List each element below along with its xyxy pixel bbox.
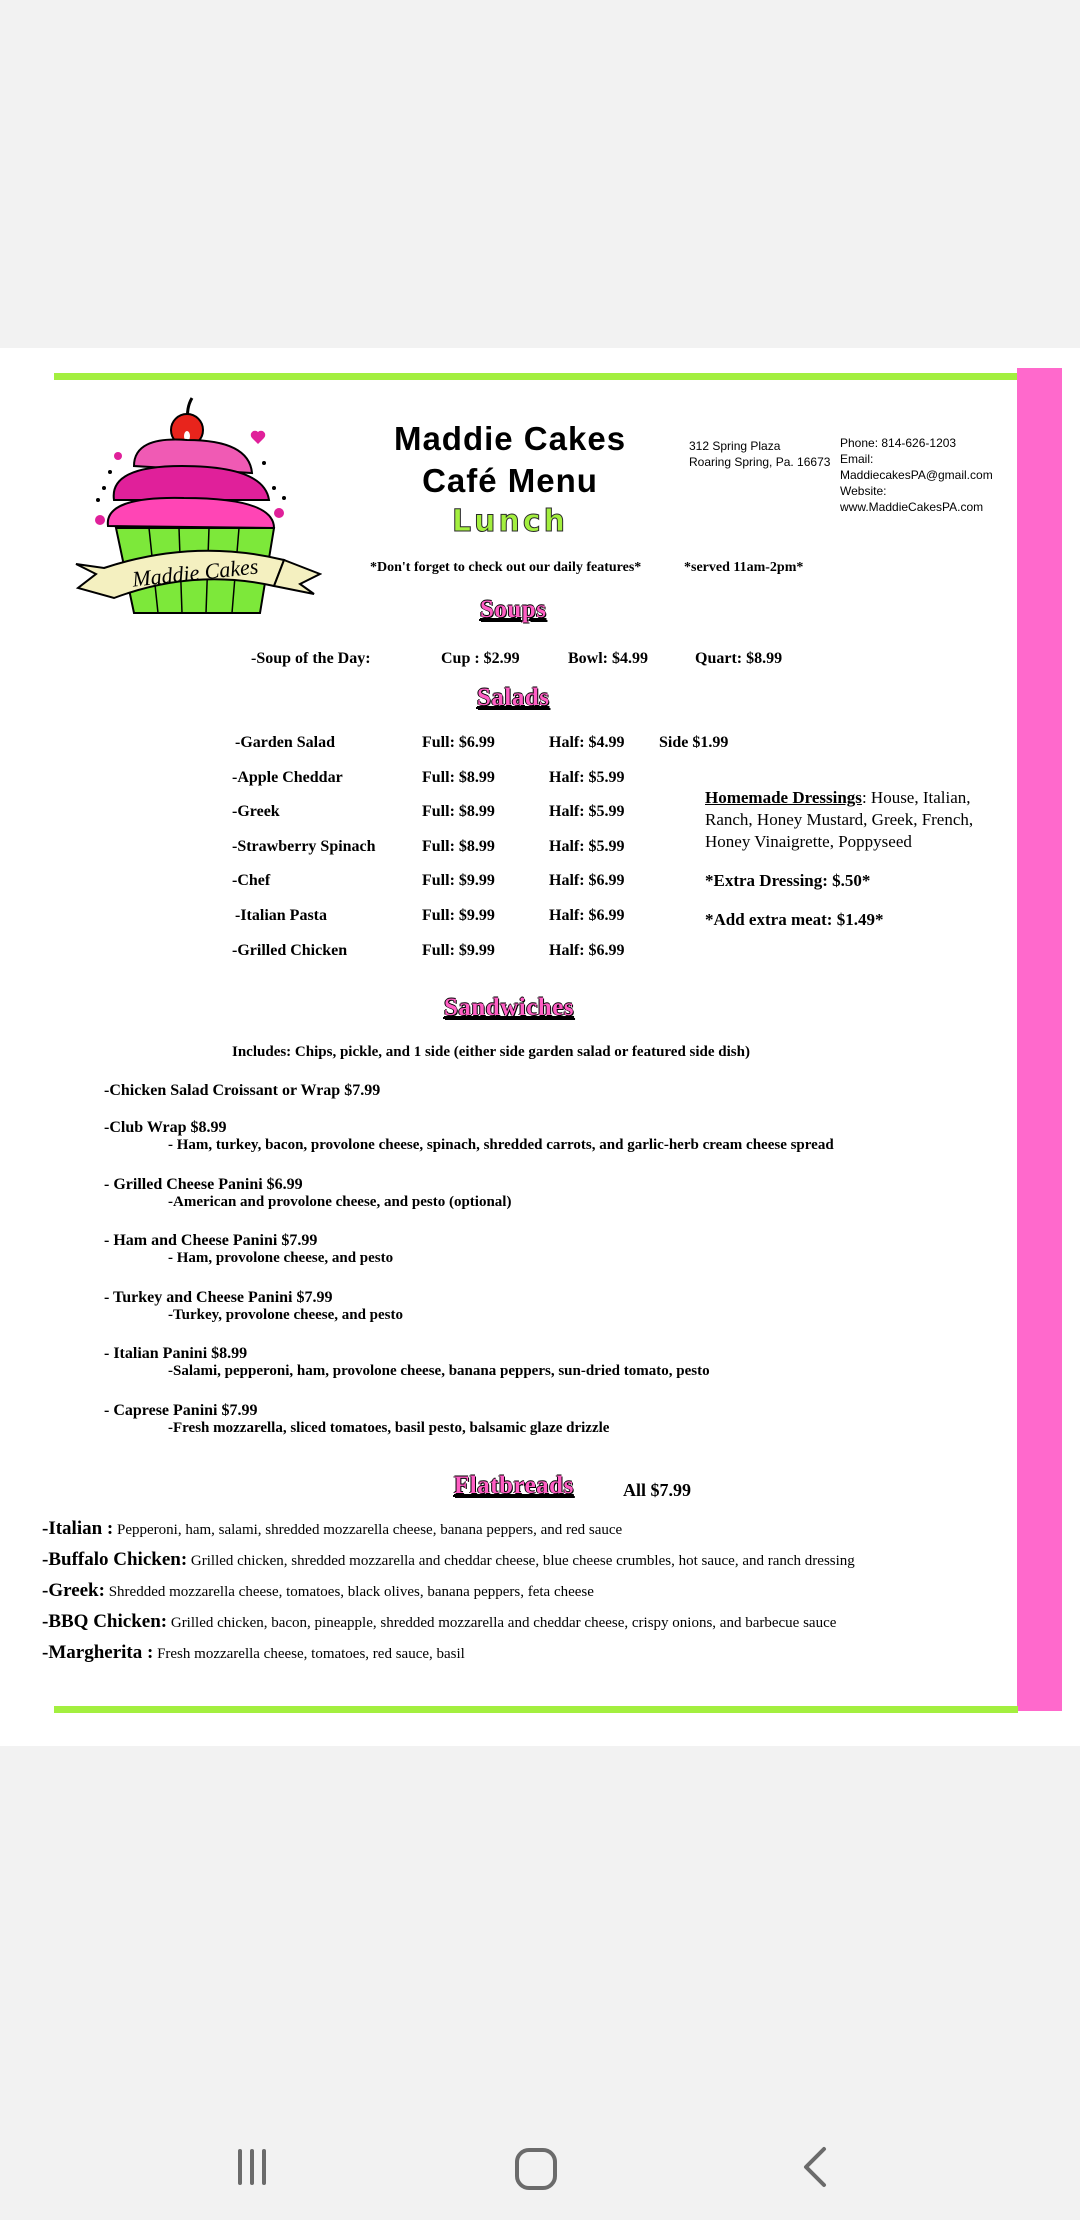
salad-name: -Garden Salad bbox=[235, 734, 336, 751]
flatbread-description: Grilled chicken, shredded mozzarella and cheddar cheese, blue cheese crumbles, hot sauce, and ranch dressing bbox=[190, 1553, 855, 1569]
sandwiches-heading: Sandwiches bbox=[444, 994, 575, 1021]
salad-half-price: Half: $6.99 bbox=[549, 872, 625, 889]
address-line-1: 312 Spring Plaza bbox=[689, 439, 781, 453]
soup-cup-price: Cup : $2.99 bbox=[441, 650, 520, 667]
sandwich-description: - Ham, turkey, bacon, provolone cheese, spinach, shredded carrots, and garlic-herb cream cheese spread bbox=[168, 1137, 834, 1153]
salad-half-price: Half: $6.99 bbox=[549, 942, 625, 959]
salad-name: -Apple Cheddar bbox=[232, 769, 343, 786]
flatbread-item bbox=[42, 1580, 594, 1602]
dressings-list: : House, Italian, Ranch, Honey Mustard, Greek, French, Honey Vinaigrette, Poppyseed bbox=[705, 788, 974, 851]
soup-name: -Soup of the Day: bbox=[251, 650, 371, 667]
dressings-label: Homemade Dressings bbox=[705, 788, 862, 807]
flatbread-description: Grilled chicken, bacon, pineapple, shredded mozzarella and cheddar cheese, crispy onions, and barbecue sauce bbox=[170, 1615, 837, 1631]
salad-full-price: Full: $6.99 bbox=[422, 734, 495, 751]
cupcake-logo bbox=[74, 388, 322, 628]
salad-half-price: Half: $5.99 bbox=[549, 769, 625, 786]
right-pink-border bbox=[1017, 368, 1062, 1711]
sandwich-title: - Turkey and Cheese Panini $7.99 bbox=[104, 1289, 333, 1306]
salad-half-price: Half: $5.99 bbox=[549, 838, 625, 855]
sandwich-title: -Club Wrap $8.99 bbox=[104, 1119, 227, 1136]
soup-quart-price: Quart: $8.99 bbox=[695, 650, 783, 667]
sandwiches-includes: Includes: Chips, pickle, and 1 side (either side garden salad or featured side dish) bbox=[232, 1044, 750, 1060]
flatbread-item bbox=[42, 1518, 622, 1540]
salad-half-price: Half: $5.99 bbox=[549, 803, 625, 820]
sandwich-title: -Chicken Salad Croissant or Wrap $7.99 bbox=[104, 1082, 381, 1099]
address-block bbox=[689, 438, 830, 470]
svg-text:Maddie Cakes: Maddie Cakes bbox=[131, 553, 260, 592]
salad-name: -Italian Pasta bbox=[235, 907, 327, 924]
back-icon bbox=[798, 2145, 832, 2189]
salad-side-price: Side $1.99 bbox=[659, 734, 729, 751]
extra-dressing-note: *Extra Dressing: $.50* bbox=[705, 871, 871, 890]
salad-name: -Greek bbox=[232, 803, 280, 820]
contact-block bbox=[840, 435, 993, 515]
salad-half-price: Half: $6.99 bbox=[549, 907, 625, 924]
bottom-green-border bbox=[54, 1706, 1018, 1713]
title-line-1: Maddie Cakes bbox=[393, 420, 627, 457]
phone-text: Phone: 814-626-1203 bbox=[840, 436, 957, 450]
sandwich-title: - Italian Panini $8.99 bbox=[104, 1345, 248, 1362]
sandwich-description: -Turkey, provolone cheese, and pesto bbox=[168, 1307, 404, 1323]
flatbreads-heading: Flatbreads bbox=[454, 1472, 574, 1499]
salad-half-price: Half: $4.99 bbox=[549, 734, 625, 751]
salad-name: -Strawberry Spinach bbox=[232, 838, 376, 855]
sandwich-description: -Fresh mozzarella, sliced tomatoes, basil pesto, balsamic glaze drizzle bbox=[168, 1420, 610, 1436]
cupcake-logo-icon bbox=[74, 388, 322, 628]
flatbread-description: Fresh mozzarella cheese, tomatoes, red sauce, basil bbox=[157, 1646, 465, 1662]
lunch-subtitle: Lunch bbox=[452, 504, 568, 539]
address-line-2: Roaring Spring, Pa. 16673 bbox=[689, 455, 831, 469]
salad-name: -Chef bbox=[232, 872, 271, 889]
flatbread-item bbox=[42, 1611, 836, 1633]
dressings-block bbox=[705, 787, 1010, 853]
soups-heading: Soups bbox=[480, 596, 547, 623]
sandwich-title: - Grilled Cheese Panini $6.99 bbox=[104, 1176, 303, 1193]
flatbread-item bbox=[42, 1642, 465, 1664]
sandwich-description: -Salami, pepperoni, ham, provolone cheese, banana peppers, sun-dried tomato, pesto bbox=[168, 1363, 710, 1379]
flatbread-name: -Italian : bbox=[42, 1518, 114, 1539]
extra-meat-note: *Add extra meat: $1.49* bbox=[705, 910, 884, 929]
salad-full-price: Full: $8.99 bbox=[422, 838, 495, 855]
home-icon bbox=[512, 2145, 560, 2193]
salad-full-price: Full: $8.99 bbox=[422, 769, 495, 786]
flatbread-description: Pepperoni, ham, salami, shredded mozzarella cheese, banana peppers, and red sauce bbox=[117, 1522, 623, 1538]
salad-full-price: Full: $9.99 bbox=[422, 907, 495, 924]
website-text: www.MaddieCakesPA.com bbox=[840, 500, 984, 514]
soup-bowl-price: Bowl: $4.99 bbox=[568, 650, 648, 667]
sandwich-description: - Ham, provolone cheese, and pesto bbox=[168, 1250, 394, 1266]
flatbread-name: -Buffalo Chicken: bbox=[42, 1549, 188, 1570]
flatbread-description: Shredded mozzarella cheese, tomatoes, black olives, banana peppers, feta cheese bbox=[108, 1584, 594, 1600]
flatbreads-price: All $7.99 bbox=[623, 1480, 692, 1500]
salad-full-price: Full: $9.99 bbox=[422, 872, 495, 889]
sandwich-description: -American and provolone cheese, and pesto (optional) bbox=[168, 1194, 512, 1210]
title-line-2: Café Menu bbox=[422, 462, 598, 499]
served-note: *served 11am-2pm* bbox=[684, 560, 804, 575]
website-label: Website: bbox=[840, 484, 887, 498]
sandwich-title: - Ham and Cheese Panini $7.99 bbox=[104, 1232, 318, 1249]
back-button[interactable] bbox=[798, 2145, 832, 2194]
email-text: MaddiecakesPA@gmail.com bbox=[840, 468, 993, 482]
menu-document bbox=[0, 348, 1080, 1746]
recent-apps-icon bbox=[230, 2145, 274, 2189]
email-label: Email: bbox=[840, 452, 874, 466]
flatbread-name: -BBQ Chicken: bbox=[42, 1611, 168, 1632]
home-button[interactable] bbox=[512, 2145, 560, 2198]
salads-heading: Salads bbox=[477, 684, 550, 711]
flatbread-name: -Margherita : bbox=[42, 1642, 154, 1663]
top-green-border bbox=[54, 373, 1018, 380]
salad-full-price: Full: $9.99 bbox=[422, 942, 495, 959]
features-note: *Don't forget to check out our daily features* bbox=[370, 560, 642, 575]
salad-full-price: Full: $8.99 bbox=[422, 803, 495, 820]
sandwich-title: - Caprese Panini $7.99 bbox=[104, 1402, 258, 1419]
salad-name: -Grilled Chicken bbox=[232, 942, 348, 959]
flatbread-item bbox=[42, 1549, 855, 1571]
flatbread-name: -Greek: bbox=[42, 1580, 105, 1601]
system-navigation-bar bbox=[0, 2090, 1080, 2220]
recent-apps-button[interactable] bbox=[230, 2145, 274, 2194]
